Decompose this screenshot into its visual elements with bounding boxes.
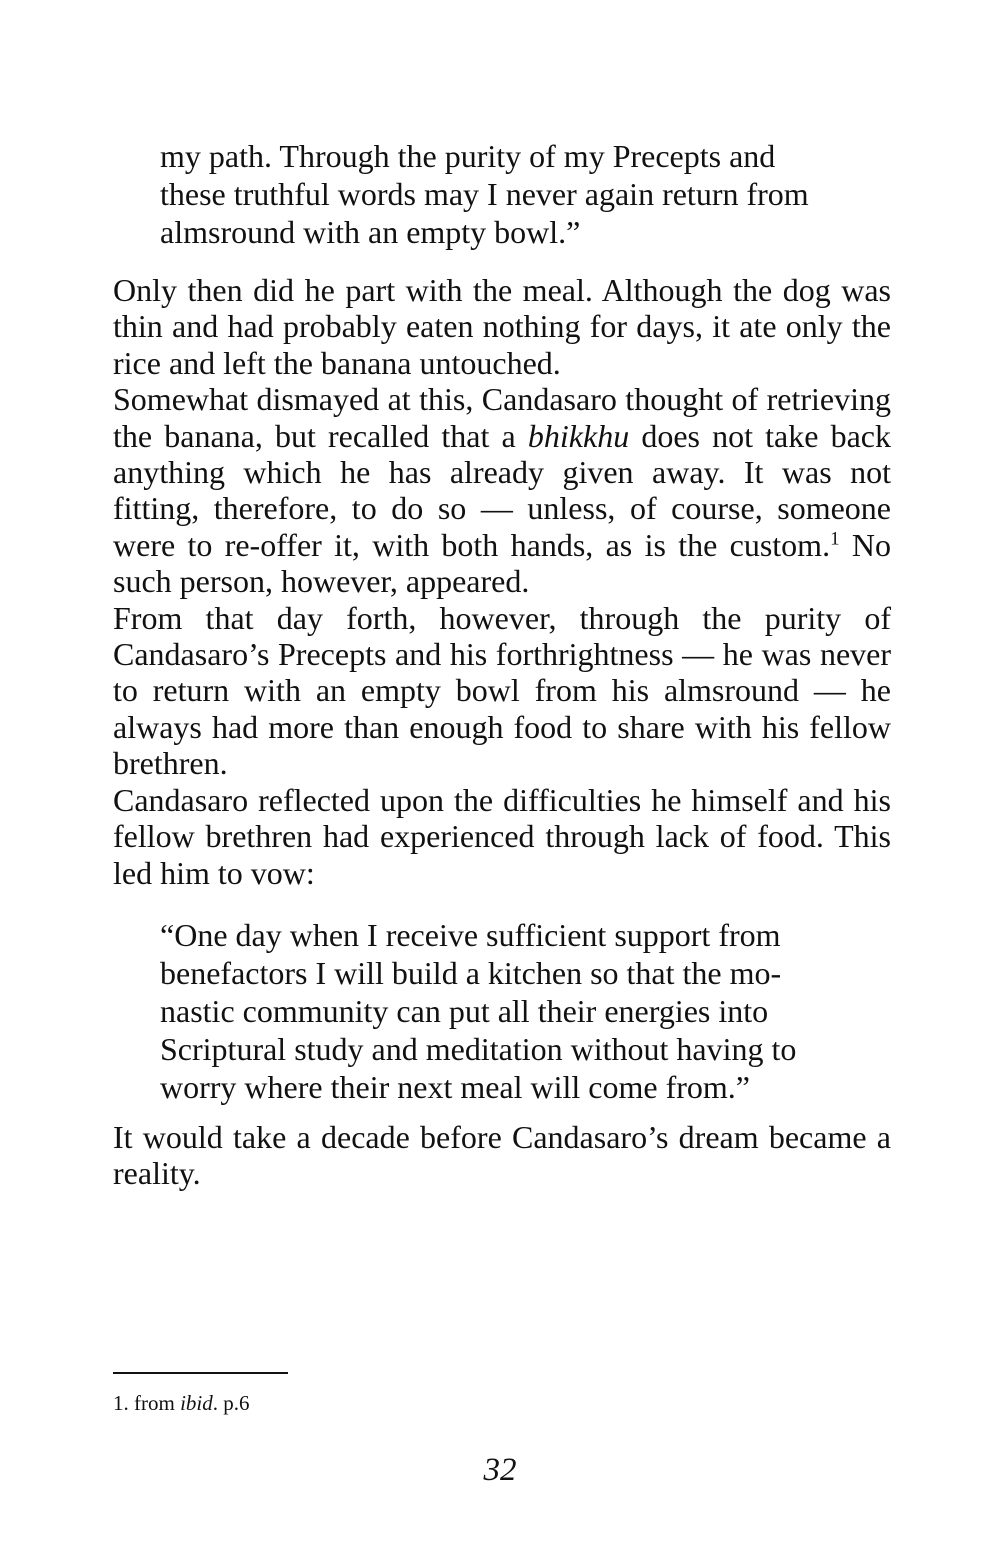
- body-text-top: [113, 272, 891, 891]
- footnote-italic: ibid: [180, 1391, 213, 1415]
- paragraph-2-text-cont: does not take back anything which he has already given away. It was not fitting, therefore, to do so — unless, of course, someone were to re-offer it, with both hands, as is the custom.: [113, 417, 892, 563]
- footnote-reference: 1: [830, 528, 840, 550]
- quote-line: benefactors I will build a kitchen so that the mo-: [160, 955, 782, 991]
- quote-line: these truthful words may I never again return from: [160, 176, 809, 212]
- quote-line: worry where their next meal will come from.”: [160, 1069, 750, 1105]
- footnote-text-end: . p.6: [212, 1391, 250, 1415]
- paragraph-2-text: Somewhat dismayed at this, Candasaro thought of retrieving the banana, but recalled that a: [113, 381, 891, 454]
- quote-line: Scriptural study and meditation without having to: [160, 1031, 797, 1067]
- quote-line: my path. Through the purity of my Precepts and: [160, 138, 776, 174]
- quote-vow: [160, 916, 860, 1106]
- paragraph-5: It would take a decade before Candasaro’s dream became a reality.: [113, 1119, 891, 1192]
- quote-top: [160, 137, 860, 251]
- footnote: [113, 1390, 250, 1416]
- quote-line: almsround with an empty bowl.”: [160, 214, 581, 250]
- paragraph-2-text-end: No such person, however, appeared.: [113, 526, 892, 600]
- body-text-bottom: [113, 1119, 891, 1192]
- footnote-text: from: [134, 1391, 181, 1415]
- paragraph-3: From that day forth, however, through the purity of Candasaro’s Precepts and his forthrightness — he was never to return with an empty bowl from his almsround — he always had more than enough food to share with his fellow brethren.: [113, 599, 891, 782]
- quote-line: “One day when I receive sufficient support from: [160, 917, 781, 953]
- quote-line: nastic community can put all their energies into: [160, 993, 769, 1029]
- paragraph-4: Candasaro reflected upon the difficulties he himself and his fellow brethren had experienced through lack of food. This led him to vow:: [113, 781, 891, 891]
- paragraph-2: [113, 381, 891, 599]
- footnote-divider: [113, 1372, 288, 1374]
- paragraph-1: Only then did he part with the meal. Although the dog was thin and had probably eaten nothing for days, it ate only the rice and left the banana untouched.: [113, 272, 891, 381]
- page-number: 32: [483, 1452, 517, 1488]
- footnote-number: 1.: [113, 1391, 129, 1415]
- italic-term: bhikkhu: [527, 417, 630, 454]
